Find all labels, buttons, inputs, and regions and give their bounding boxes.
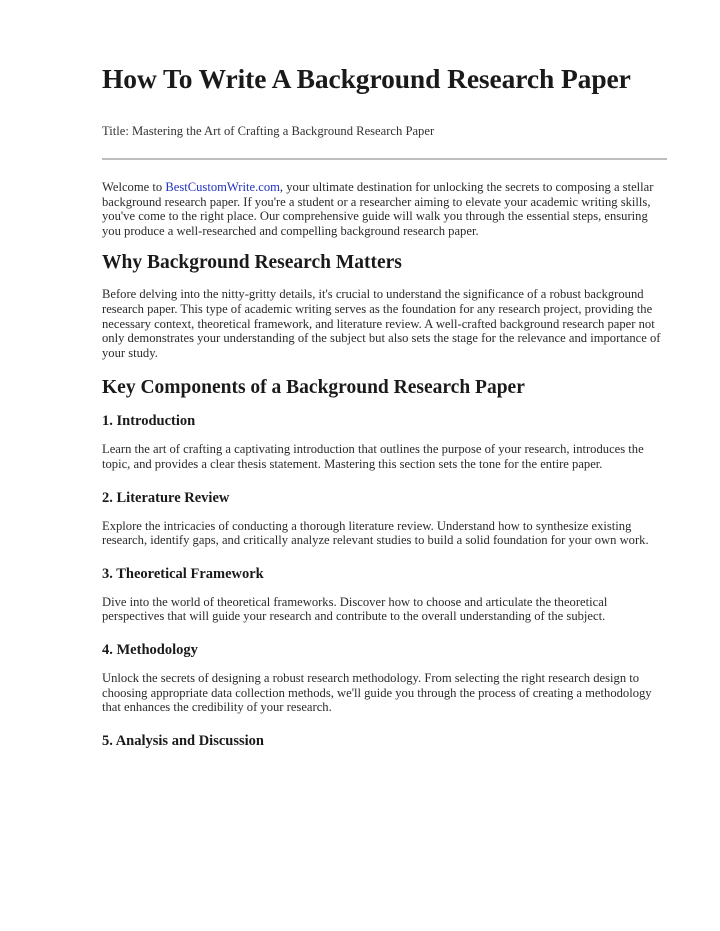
theoretical-framework-paragraph: Dive into the world of theoretical frameworks. Discover how to choose and articulate the theoretical perspectives that will guide your research and contribute to the overall understanding of the subject. xyxy=(102,594,608,624)
subsection-heading-introduction: 1. Introduction xyxy=(102,413,196,430)
literature-review-paragraph: Explore the intricacies of conducting a thorough literature review. Understand how to synthesize existing research, identify gaps, and critically analyze relevant studies to build a solid foundation for your own work. xyxy=(102,518,649,548)
intro-text-start: Welcome to xyxy=(102,180,166,194)
section-heading-key-components: Key Components of a Background Research Paper xyxy=(102,377,525,399)
methodology-paragraph: Unlock the secrets of designing a robust research methodology. From selecting the right research design to choosing appropriate data collection methods, we'll guide you through the process of creating a methodology that enhances the credibility of your research. xyxy=(102,670,652,715)
subsection-heading-methodology: 4. Methodology xyxy=(102,641,198,658)
subsection-heading-theoretical-framework: 3. Theoretical Framework xyxy=(102,565,264,582)
introduction-paragraph: Learn the art of crafting a captivating introduction that outlines the purpose of your research, introduces the topic, and provides a clear thesis statement. Mastering this section sets the tone for the entire paper. xyxy=(102,442,644,471)
document-subtitle: Title: Mastering the Art of Crafting a Background Research Paper xyxy=(102,124,435,138)
site-link[interactable]: BestCustomWrite.com xyxy=(165,180,280,194)
section-heading-why: Why Background Research Matters xyxy=(102,252,402,274)
page-title: How To Write A Background Research Paper xyxy=(102,63,631,94)
divider xyxy=(102,158,667,160)
why-paragraph: Before delving into the nitty-gritty details, it's crucial to understand the significance of a robust background research paper. This type of academic writing serves as the foundation for any research project, providing the necessary context, theoretical framework, and literature review. A well-crafted background research paper not only demonstrates your understanding of the subject but also sets the stage for the relevance and importance of your study. xyxy=(102,287,661,360)
subsection-heading-analysis-discussion: 5. Analysis and Discussion xyxy=(102,732,264,749)
subsection-heading-literature-review: 2. Literature Review xyxy=(102,489,230,506)
intro-text-rest: , your ultimate destination for unlocking the secrets to composing a stellar background research paper. If you're a student or a researcher aiming to elevate your academic writing skills, you've come to the right place. Our comprehensive guide will walk you through the essential steps, ensuring you produce a well-researched and compelling background research paper. xyxy=(102,180,654,238)
intro-paragraph xyxy=(102,180,668,238)
